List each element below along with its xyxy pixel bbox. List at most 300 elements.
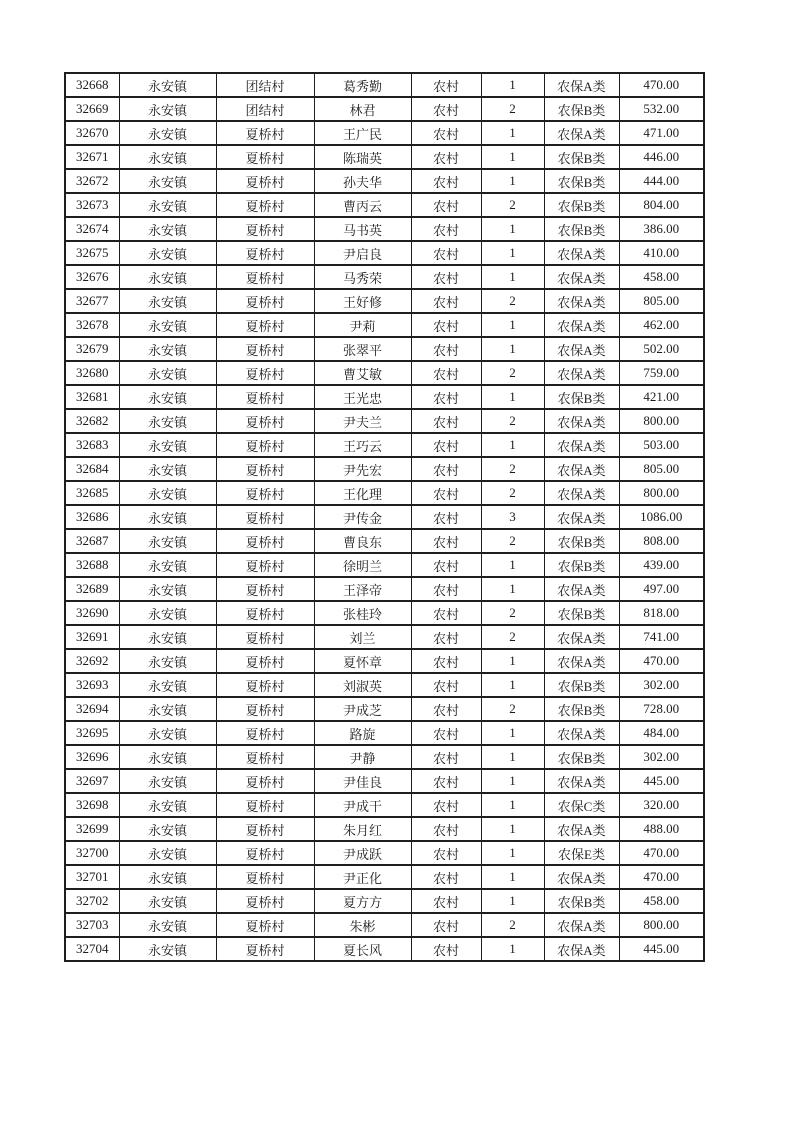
town-cell: 永安镇	[119, 409, 216, 433]
serial-number-cell: 32700	[65, 841, 119, 865]
village-cell: 夏桥村	[216, 673, 314, 697]
person-count-cell: 2	[481, 289, 544, 313]
town-cell: 永安镇	[119, 481, 216, 505]
amount-cell: 818.00	[619, 601, 704, 625]
serial-number-cell: 32689	[65, 577, 119, 601]
residence-type-cell: 农村	[411, 169, 481, 193]
residence-type-cell: 农村	[411, 673, 481, 697]
insurance-category-cell: 农保B类	[544, 745, 619, 769]
village-cell: 夏桥村	[216, 865, 314, 889]
table-row	[65, 97, 704, 121]
person-count-cell: 1	[481, 817, 544, 841]
town-cell: 永安镇	[119, 505, 216, 529]
serial-number-cell: 32668	[65, 73, 119, 97]
table-row	[65, 841, 704, 865]
amount-cell: 800.00	[619, 913, 704, 937]
town-cell: 永安镇	[119, 649, 216, 673]
residence-type-cell: 农村	[411, 553, 481, 577]
insurance-category-cell: 农保A类	[544, 913, 619, 937]
table-row	[65, 577, 704, 601]
serial-number-cell: 32697	[65, 769, 119, 793]
town-cell: 永安镇	[119, 937, 216, 961]
table-row	[65, 337, 704, 361]
serial-number-cell: 32687	[65, 529, 119, 553]
residence-type-cell: 农村	[411, 841, 481, 865]
person-count-cell: 1	[481, 217, 544, 241]
residence-type-cell: 农村	[411, 409, 481, 433]
amount-cell: 445.00	[619, 937, 704, 961]
village-cell: 夏桥村	[216, 553, 314, 577]
person-count-cell: 1	[481, 145, 544, 169]
serial-number-cell: 32686	[65, 505, 119, 529]
insurance-category-cell: 农保A类	[544, 73, 619, 97]
person-name-cell: 王化理	[314, 481, 411, 505]
town-cell: 永安镇	[119, 241, 216, 265]
serial-number-cell: 32674	[65, 217, 119, 241]
town-cell: 永安镇	[119, 577, 216, 601]
amount-cell: 410.00	[619, 241, 704, 265]
person-name-cell: 路旋	[314, 721, 411, 745]
table-row	[65, 217, 704, 241]
serial-number-cell: 32679	[65, 337, 119, 361]
village-cell: 夏桥村	[216, 529, 314, 553]
town-cell: 永安镇	[119, 121, 216, 145]
table-row	[65, 73, 704, 97]
town-cell: 永安镇	[119, 193, 216, 217]
insurance-category-cell: 农保A类	[544, 289, 619, 313]
amount-cell: 497.00	[619, 577, 704, 601]
insurance-category-cell: 农保A类	[544, 409, 619, 433]
serial-number-cell: 32703	[65, 913, 119, 937]
residence-type-cell: 农村	[411, 529, 481, 553]
table-row	[65, 793, 704, 817]
residence-type-cell: 农村	[411, 817, 481, 841]
village-cell: 夏桥村	[216, 745, 314, 769]
table-row	[65, 865, 704, 889]
residence-type-cell: 农村	[411, 481, 481, 505]
person-name-cell: 尹传金	[314, 505, 411, 529]
person-count-cell: 1	[481, 241, 544, 265]
table-row	[65, 145, 704, 169]
residence-type-cell: 农村	[411, 289, 481, 313]
town-cell: 永安镇	[119, 673, 216, 697]
amount-cell: 386.00	[619, 217, 704, 241]
amount-cell: 728.00	[619, 697, 704, 721]
village-cell: 夏桥村	[216, 817, 314, 841]
person-name-cell: 王巧云	[314, 433, 411, 457]
insurance-category-cell: 农保B类	[544, 529, 619, 553]
amount-cell: 302.00	[619, 745, 704, 769]
town-cell: 永安镇	[119, 745, 216, 769]
amount-cell: 462.00	[619, 313, 704, 337]
table-row	[65, 649, 704, 673]
town-cell: 永安镇	[119, 865, 216, 889]
serial-number-cell: 32676	[65, 265, 119, 289]
town-cell: 永安镇	[119, 769, 216, 793]
town-cell: 永安镇	[119, 217, 216, 241]
village-cell: 夏桥村	[216, 721, 314, 745]
person-count-cell: 2	[481, 481, 544, 505]
insurance-category-cell: 农保E类	[544, 841, 619, 865]
serial-number-cell: 32692	[65, 649, 119, 673]
residence-type-cell: 农村	[411, 241, 481, 265]
village-cell: 夏桥村	[216, 169, 314, 193]
serial-number-cell: 32681	[65, 385, 119, 409]
insurance-category-cell: 农保B类	[544, 217, 619, 241]
table-row	[65, 241, 704, 265]
table-row	[65, 529, 704, 553]
village-cell: 团结村	[216, 97, 314, 121]
person-count-cell: 1	[481, 721, 544, 745]
village-cell: 夏桥村	[216, 793, 314, 817]
residence-type-cell: 农村	[411, 793, 481, 817]
serial-number-cell: 32695	[65, 721, 119, 745]
person-count-cell: 1	[481, 265, 544, 289]
village-cell: 夏桥村	[216, 241, 314, 265]
residence-type-cell: 农村	[411, 97, 481, 121]
amount-cell: 804.00	[619, 193, 704, 217]
village-cell: 夏桥村	[216, 337, 314, 361]
serial-number-cell: 32683	[65, 433, 119, 457]
residence-type-cell: 农村	[411, 577, 481, 601]
amount-cell: 1086.00	[619, 505, 704, 529]
table-row	[65, 193, 704, 217]
town-cell: 永安镇	[119, 697, 216, 721]
town-cell: 永安镇	[119, 385, 216, 409]
person-count-cell: 1	[481, 769, 544, 793]
town-cell: 永安镇	[119, 553, 216, 577]
village-cell: 夏桥村	[216, 937, 314, 961]
table-row	[65, 409, 704, 433]
person-count-cell: 2	[481, 529, 544, 553]
person-name-cell: 尹成干	[314, 793, 411, 817]
person-name-cell: 徐明兰	[314, 553, 411, 577]
person-name-cell: 朱月红	[314, 817, 411, 841]
insurance-category-cell: 农保B类	[544, 169, 619, 193]
amount-cell: 800.00	[619, 481, 704, 505]
person-name-cell: 尹成芝	[314, 697, 411, 721]
person-name-cell: 尹静	[314, 745, 411, 769]
residence-type-cell: 农村	[411, 601, 481, 625]
amount-cell: 470.00	[619, 865, 704, 889]
person-name-cell: 王广民	[314, 121, 411, 145]
table-row	[65, 601, 704, 625]
village-cell: 夏桥村	[216, 841, 314, 865]
table-row	[65, 889, 704, 913]
insurance-category-cell: 农保A类	[544, 433, 619, 457]
residence-type-cell: 农村	[411, 697, 481, 721]
insurance-category-cell: 农保A类	[544, 361, 619, 385]
person-count-cell: 1	[481, 745, 544, 769]
serial-number-cell: 32685	[65, 481, 119, 505]
records-table	[64, 72, 705, 962]
table-row	[65, 625, 704, 649]
table-row	[65, 721, 704, 745]
amount-cell: 488.00	[619, 817, 704, 841]
insurance-category-cell: 农保A类	[544, 265, 619, 289]
person-name-cell: 王泽帝	[314, 577, 411, 601]
serial-number-cell: 32673	[65, 193, 119, 217]
residence-type-cell: 农村	[411, 217, 481, 241]
serial-number-cell: 32680	[65, 361, 119, 385]
insurance-category-cell: 农保A类	[544, 313, 619, 337]
village-cell: 夏桥村	[216, 385, 314, 409]
person-name-cell: 曹良东	[314, 529, 411, 553]
town-cell: 永安镇	[119, 601, 216, 625]
town-cell: 永安镇	[119, 337, 216, 361]
serial-number-cell: 32696	[65, 745, 119, 769]
town-cell: 永安镇	[119, 625, 216, 649]
table-row	[65, 673, 704, 697]
person-count-cell: 1	[481, 673, 544, 697]
person-count-cell: 1	[481, 337, 544, 361]
table-row	[65, 433, 704, 457]
amount-cell: 503.00	[619, 433, 704, 457]
village-cell: 夏桥村	[216, 265, 314, 289]
residence-type-cell: 农村	[411, 649, 481, 673]
serial-number-cell: 32670	[65, 121, 119, 145]
village-cell: 夏桥村	[216, 409, 314, 433]
residence-type-cell: 农村	[411, 433, 481, 457]
amount-cell: 421.00	[619, 385, 704, 409]
person-count-cell: 2	[481, 97, 544, 121]
person-count-cell: 2	[481, 361, 544, 385]
residence-type-cell: 农村	[411, 721, 481, 745]
serial-number-cell: 32677	[65, 289, 119, 313]
serial-number-cell: 32702	[65, 889, 119, 913]
town-cell: 永安镇	[119, 433, 216, 457]
table-row	[65, 169, 704, 193]
person-count-cell: 1	[481, 313, 544, 337]
table-row	[65, 385, 704, 409]
person-name-cell: 尹成跃	[314, 841, 411, 865]
person-count-cell: 1	[481, 841, 544, 865]
person-count-cell: 1	[481, 73, 544, 97]
residence-type-cell: 农村	[411, 313, 481, 337]
table-row	[65, 121, 704, 145]
serial-number-cell: 32678	[65, 313, 119, 337]
table-row	[65, 265, 704, 289]
person-name-cell: 林君	[314, 97, 411, 121]
amount-cell: 471.00	[619, 121, 704, 145]
residence-type-cell: 农村	[411, 457, 481, 481]
town-cell: 永安镇	[119, 289, 216, 313]
amount-cell: 302.00	[619, 673, 704, 697]
table-row	[65, 481, 704, 505]
town-cell: 永安镇	[119, 265, 216, 289]
residence-type-cell: 农村	[411, 937, 481, 961]
table-row	[65, 937, 704, 961]
village-cell: 夏桥村	[216, 433, 314, 457]
insurance-category-cell: 农保A类	[544, 457, 619, 481]
person-count-cell: 1	[481, 793, 544, 817]
person-count-cell: 1	[481, 865, 544, 889]
person-name-cell: 葛秀勤	[314, 73, 411, 97]
town-cell: 永安镇	[119, 145, 216, 169]
town-cell: 永安镇	[119, 841, 216, 865]
serial-number-cell: 32669	[65, 97, 119, 121]
village-cell: 夏桥村	[216, 601, 314, 625]
person-count-cell: 2	[481, 409, 544, 433]
table-row	[65, 553, 704, 577]
village-cell: 夏桥村	[216, 769, 314, 793]
person-count-cell: 1	[481, 121, 544, 145]
town-cell: 永安镇	[119, 889, 216, 913]
insurance-category-cell: 农保A类	[544, 625, 619, 649]
person-count-cell: 1	[481, 169, 544, 193]
person-name-cell: 刘兰	[314, 625, 411, 649]
village-cell: 夏桥村	[216, 193, 314, 217]
table-row	[65, 817, 704, 841]
insurance-category-cell: 农保A类	[544, 769, 619, 793]
insurance-category-cell: 农保B类	[544, 385, 619, 409]
person-name-cell: 尹莉	[314, 313, 411, 337]
amount-cell: 470.00	[619, 841, 704, 865]
insurance-category-cell: 农保B类	[544, 697, 619, 721]
town-cell: 永安镇	[119, 817, 216, 841]
person-name-cell: 刘淑英	[314, 673, 411, 697]
amount-cell: 502.00	[619, 337, 704, 361]
residence-type-cell: 农村	[411, 385, 481, 409]
serial-number-cell: 32701	[65, 865, 119, 889]
serial-number-cell: 32694	[65, 697, 119, 721]
residence-type-cell: 农村	[411, 145, 481, 169]
amount-cell: 532.00	[619, 97, 704, 121]
serial-number-cell: 32693	[65, 673, 119, 697]
amount-cell: 445.00	[619, 769, 704, 793]
town-cell: 永安镇	[119, 457, 216, 481]
residence-type-cell: 农村	[411, 625, 481, 649]
person-count-cell: 1	[481, 433, 544, 457]
village-cell: 夏桥村	[216, 217, 314, 241]
serial-number-cell: 32690	[65, 601, 119, 625]
insurance-category-cell: 农保B类	[544, 673, 619, 697]
table-row	[65, 505, 704, 529]
village-cell: 夏桥村	[216, 889, 314, 913]
village-cell: 夏桥村	[216, 505, 314, 529]
residence-type-cell: 农村	[411, 913, 481, 937]
person-count-cell: 2	[481, 697, 544, 721]
residence-type-cell: 农村	[411, 745, 481, 769]
person-name-cell: 尹佳良	[314, 769, 411, 793]
town-cell: 永安镇	[119, 913, 216, 937]
insurance-category-cell: 农保B类	[544, 601, 619, 625]
insurance-category-cell: 农保C类	[544, 793, 619, 817]
insurance-category-cell: 农保A类	[544, 577, 619, 601]
amount-cell: 800.00	[619, 409, 704, 433]
amount-cell: 805.00	[619, 457, 704, 481]
amount-cell: 805.00	[619, 289, 704, 313]
person-name-cell: 夏怀章	[314, 649, 411, 673]
village-cell: 夏桥村	[216, 361, 314, 385]
person-name-cell: 马书英	[314, 217, 411, 241]
town-cell: 永安镇	[119, 529, 216, 553]
person-name-cell: 陈瑞英	[314, 145, 411, 169]
person-name-cell: 张桂玲	[314, 601, 411, 625]
insurance-category-cell: 农保A类	[544, 241, 619, 265]
person-count-cell: 2	[481, 601, 544, 625]
records-table-body	[65, 73, 704, 961]
residence-type-cell: 农村	[411, 73, 481, 97]
amount-cell: 458.00	[619, 265, 704, 289]
insurance-category-cell: 农保B类	[544, 97, 619, 121]
insurance-category-cell: 农保B类	[544, 553, 619, 577]
amount-cell: 458.00	[619, 889, 704, 913]
town-cell: 永安镇	[119, 97, 216, 121]
town-cell: 永安镇	[119, 793, 216, 817]
person-count-cell: 1	[481, 385, 544, 409]
village-cell: 夏桥村	[216, 697, 314, 721]
table-row	[65, 745, 704, 769]
town-cell: 永安镇	[119, 169, 216, 193]
person-name-cell: 曹艾敏	[314, 361, 411, 385]
person-name-cell: 张翠平	[314, 337, 411, 361]
village-cell: 夏桥村	[216, 625, 314, 649]
table-row	[65, 361, 704, 385]
residence-type-cell: 农村	[411, 361, 481, 385]
insurance-category-cell: 农保A类	[544, 817, 619, 841]
person-name-cell: 王好修	[314, 289, 411, 313]
serial-number-cell: 32672	[65, 169, 119, 193]
person-name-cell: 朱彬	[314, 913, 411, 937]
person-count-cell: 1	[481, 553, 544, 577]
person-count-cell: 2	[481, 193, 544, 217]
village-cell: 夏桥村	[216, 145, 314, 169]
table-row	[65, 697, 704, 721]
person-name-cell: 王光忠	[314, 385, 411, 409]
table-row	[65, 457, 704, 481]
insurance-category-cell: 农保B类	[544, 889, 619, 913]
insurance-category-cell: 农保A类	[544, 121, 619, 145]
table-row	[65, 313, 704, 337]
person-count-cell: 1	[481, 889, 544, 913]
serial-number-cell: 32684	[65, 457, 119, 481]
table-row	[65, 769, 704, 793]
person-count-cell: 2	[481, 625, 544, 649]
insurance-category-cell: 农保A类	[544, 721, 619, 745]
insurance-category-cell: 农保B类	[544, 193, 619, 217]
table-row	[65, 289, 704, 313]
insurance-category-cell: 农保B类	[544, 145, 619, 169]
person-count-cell: 1	[481, 649, 544, 673]
village-cell: 夏桥村	[216, 313, 314, 337]
amount-cell: 444.00	[619, 169, 704, 193]
village-cell: 夏桥村	[216, 289, 314, 313]
village-cell: 夏桥村	[216, 121, 314, 145]
town-cell: 永安镇	[119, 73, 216, 97]
residence-type-cell: 农村	[411, 865, 481, 889]
residence-type-cell: 农村	[411, 889, 481, 913]
person-count-cell: 1	[481, 937, 544, 961]
person-name-cell: 尹夫兰	[314, 409, 411, 433]
amount-cell: 470.00	[619, 649, 704, 673]
person-name-cell: 曹丙云	[314, 193, 411, 217]
residence-type-cell: 农村	[411, 121, 481, 145]
village-cell: 夏桥村	[216, 481, 314, 505]
insurance-category-cell: 农保A类	[544, 937, 619, 961]
village-cell: 夏桥村	[216, 457, 314, 481]
serial-number-cell: 32682	[65, 409, 119, 433]
person-count-cell: 2	[481, 457, 544, 481]
residence-type-cell: 农村	[411, 769, 481, 793]
person-count-cell: 3	[481, 505, 544, 529]
town-cell: 永安镇	[119, 313, 216, 337]
village-cell: 夏桥村	[216, 649, 314, 673]
table-row	[65, 913, 704, 937]
amount-cell: 484.00	[619, 721, 704, 745]
amount-cell: 439.00	[619, 553, 704, 577]
residence-type-cell: 农村	[411, 265, 481, 289]
